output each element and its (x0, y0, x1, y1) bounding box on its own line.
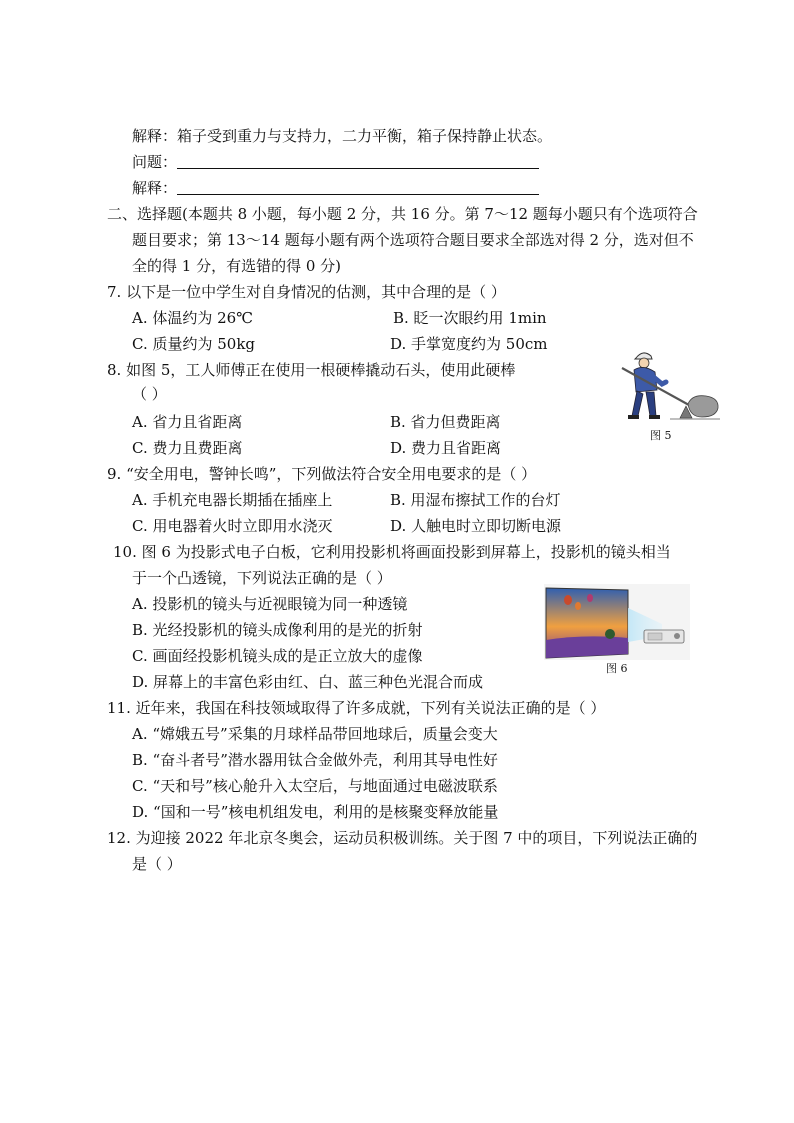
q10-option-b: B. 光经投影机的镜头成像利用的是光的折射 (132, 621, 423, 639)
question-blank (177, 152, 539, 169)
q9-option-b: B. 用湿布擦拭工作的台灯 (390, 491, 561, 509)
section-heading-line1: 二、选择题(本题共 8 小题，每小题 2 分，共 16 分。第 7～12 题每小题只有个选项符合 (107, 205, 698, 223)
q10-option-c: C. 画面经投影机镜头成的是正立放大的虚像 (132, 647, 423, 665)
section-heading-line3: 全的得 1 分，有选错的得 0 分) (132, 257, 342, 275)
q10-stem-line2: 于一个凸透镜，下列说法正确的是（ ） (132, 569, 392, 587)
q11-option-b: B. “奋斗者号”潜水器用钛合金做外壳，利用其导电性好 (132, 751, 498, 769)
q12-stem-line1: 12. 为迎接 2022 年北京冬奥会，运动员积极训练。关于图 7 中的项目，下列说法正确的 (107, 829, 698, 847)
figure5-caption: 图 5 (650, 429, 672, 442)
q9-option-c: C. 用电器着火时立即用水浇灭 (132, 517, 333, 535)
q10-option-a: A. 投影机的镜头与近视眼镜为同一种透镜 (132, 595, 408, 613)
q8-option-c: C. 费力且费距离 (132, 439, 243, 457)
explain-line: 解释：箱子受到重力与支持力，二力平衡，箱子保持静止状态。 (132, 127, 553, 145)
q7-option-c: C. 质量约为 50kg (132, 335, 256, 353)
q8-option-a: A. 省力且省距离 (132, 413, 243, 431)
q9-option-d: D. 人触电时立即切断电源 (390, 517, 562, 535)
q7-stem: 7. 以下是一位中学生对自身情况的估测，其中合理的是（ ） (107, 283, 506, 301)
q8-option-b: B. 省力但费距离 (390, 413, 501, 431)
q11-stem: 11. 近年来，我国在科技领域取得了许多成就，下列有关说法正确的是（ ） (107, 699, 606, 717)
explain-answer-line (132, 178, 539, 198)
projector-whiteboard-figure (544, 584, 690, 660)
q10-stem-line1: 10. 图 6 为投影式电子白板，它利用投影机将画面投影到屏幕上，投影机的镜头相当 (113, 543, 671, 561)
q11-option-d: D. “国和一号”核电机组发电，利用的是核聚变释放能量 (132, 803, 499, 821)
q7-option-d: D. 手掌宽度约为 50cm (390, 335, 548, 353)
q7-option-a: A. 体温约为 26℃ (132, 309, 254, 327)
explain-label: 解释： (132, 179, 178, 197)
q9-option-a: A. 手机充电器长期插在插座上 (132, 491, 333, 509)
section-heading-line2: 题目要求；第 13～14 题每小题有两个选项符合题目要求全部选对得 2 分，选对但不 (132, 231, 694, 249)
q7-option-b: B. 眨一次眼约用 1min (393, 309, 547, 327)
explain-blank (177, 178, 539, 195)
worker-lever-figure (610, 346, 722, 422)
q10-option-d: D. 屏幕上的丰富色彩由红、白、蓝三种色光混合而成 (132, 673, 484, 691)
q12-stem-line2: 是（ ） (132, 855, 182, 873)
q8-option-d: D. 费力且省距离 (390, 439, 502, 457)
question-label: 问题： (132, 153, 178, 171)
q11-option-c: C. “天和号”核心舱升入太空后，与地面通过电磁波联系 (132, 777, 498, 795)
question-line (132, 152, 539, 172)
q11-option-a: A. “嫦娥五号”采集的月球样品带回地球后，质量会变大 (132, 725, 498, 743)
q8-stem: 8. 如图 5，工人师傅正在使用一根硬棒撬动石头，使用此硬棒 (107, 361, 516, 379)
q8-paren: （ ） (132, 385, 167, 403)
q9-stem: 9. “安全用电，警钟长鸣”，下列做法符合安全用电要求的是（ ） (107, 465, 537, 483)
figure6-caption: 图 6 (606, 662, 628, 675)
